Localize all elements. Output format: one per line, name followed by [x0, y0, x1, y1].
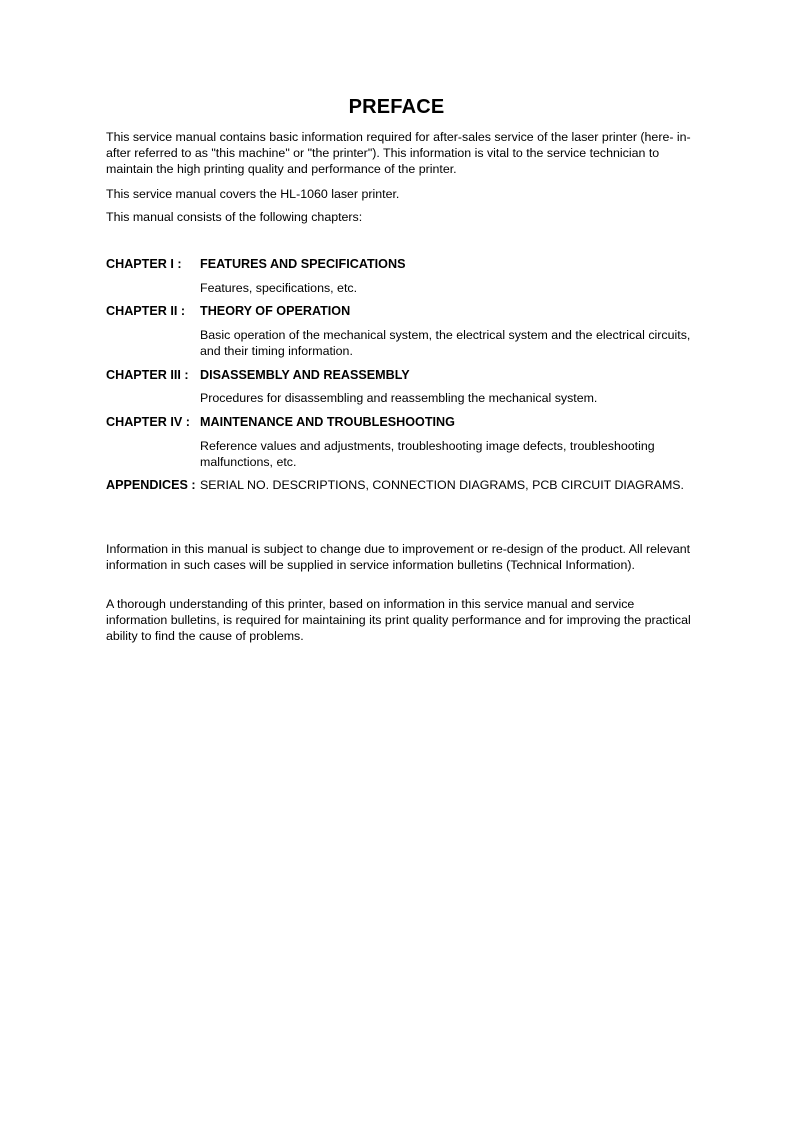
appendices-description: SERIAL NO. DESCRIPTIONS, CONNECTION DIAGRAMS, PCB CIRCUIT DIAGRAMS.: [200, 478, 684, 492]
intro-paragraph-1: This service manual contains basic information required for after-sales service of the laser printer (here- in-after referred to as "this machine" or "the printer"). This information is vital to the service technician to maintain the high printing quality and performance of the printer.: [106, 130, 691, 176]
chapter-1-label: CHAPTER I :: [106, 257, 182, 271]
chapter-4-title: MAINTENANCE AND TROUBLESHOOTING: [200, 415, 455, 429]
chapter-3-label: CHAPTER III :: [106, 368, 189, 382]
chapter-2-label: CHAPTER II :: [106, 304, 186, 318]
chapter-4-description: Reference values and adjustments, troubleshooting image defects, troubleshooting malfunctions, etc.: [200, 439, 655, 469]
chapter-1-title: FEATURES AND SPECIFICATIONS: [200, 257, 406, 271]
closing-paragraph-2: A thorough understanding of this printer, based on information in this service manual and service information bulletins, is required for maintaining its print quality performance and for improving the practical ability to find the cause of problems.: [106, 597, 691, 643]
intro-paragraph-3: This manual consists of the following chapters:: [106, 210, 363, 224]
closing-paragraph-1: Information in this manual is subject to change due to improvement or re-design of the product. All relevant information in such cases will be supplied in service information bulletins (Technical Information).: [106, 542, 691, 572]
intro-paragraph-2: This service manual covers the HL-1060 laser printer.: [106, 187, 400, 201]
chapter-3-title: DISASSEMBLY AND REASSEMBLY: [200, 368, 410, 382]
chapter-2-description: Basic operation of the mechanical system, the electrical system and the electrical circuits, and their timing information.: [200, 328, 691, 358]
chapter-3-description: Procedures for disassembling and reassembling the mechanical system.: [200, 391, 598, 405]
appendices-label: APPENDICES :: [106, 478, 196, 492]
chapter-2-title: THEORY OF OPERATION: [200, 304, 351, 318]
page-title: PREFACE: [348, 96, 445, 118]
chapter-1-description: Features, specifications, etc.: [200, 281, 358, 295]
chapter-4-label: CHAPTER IV :: [106, 415, 190, 429]
